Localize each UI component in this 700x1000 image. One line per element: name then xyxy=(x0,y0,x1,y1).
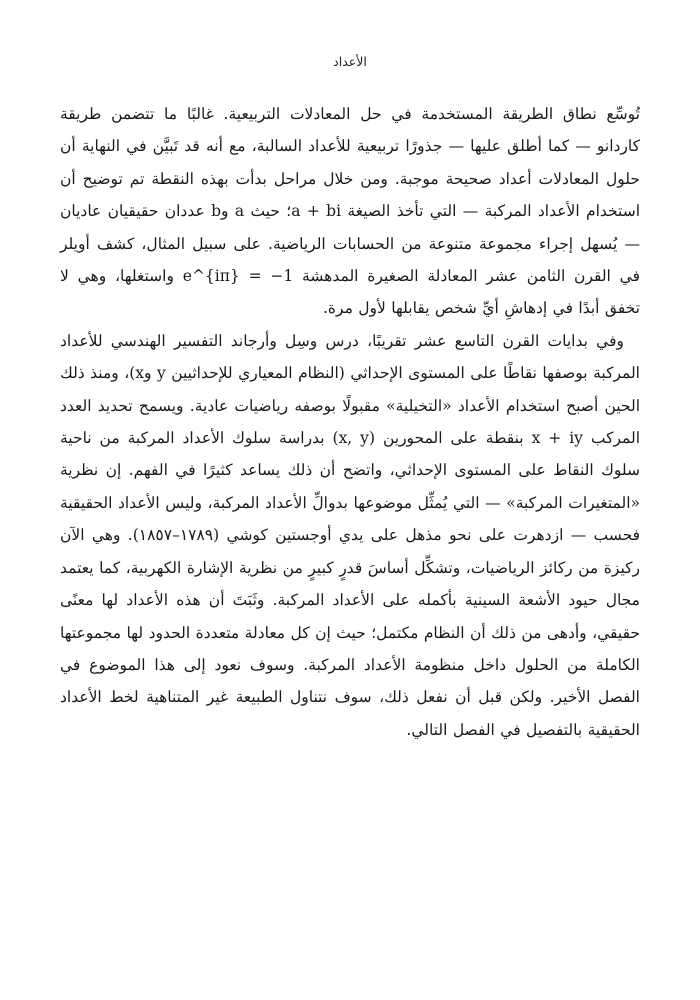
paragraph: تُوسِّع نطاق الطريقة المستخدمة في حل المعادلات التربيعية. غالبًا ما تتضمن طريقة كاردانو — كما أطلق عليها — جذورًا تربيعية للأعداد السالبة، مع أنه قد تَبيَّن في النهاية أن حلول المعادلات أعداد صحيحة موجبة. ومن خلال مراحل بدأت بهذه النقطة تم توضيح أن استخدام الأعداد المركبة — التي تأخذ الصيغة a + bi؛ حيث a وb عددان حقيقيان عاديان — يُسهل إجراء مجموعة متنوعة من الحسابات الرياضية. على سبيل المثال، كشف أويلر في القرن الثامن عشر المعادلة الصغيرة المدهشة e^{iπ} = −1 واستغلها، وهي لا تخفق أبدًا في إدهاشِ أيِّ شخص يقابلها لأول مرة. xyxy=(60,105,641,318)
page-body xyxy=(60,98,640,746)
running-head: الأعداد xyxy=(333,54,367,69)
paragraph: وفي بدايات القرن التاسع عشر تقريبًا، درس وسِل وأرجاند التفسير الهندسي للأعداد المركبة بوصفها نقاطًا على المستوى الإحداثي (النظام المعياري للإحداثيين y وx)، ومنذ ذلك الحين أصبح استخدام الأعداد «التخيلية» مقبولًا بوصفه رياضيات عادية. ويسمح تحديد العدد المركب x + iy بنقطة على المحورين (x, y) بدراسة سلوك الأعداد المركبة من ناحية سلوك النقاط على المستوى الإحداثي، واتضح أن ذلك يساعد كثيرًا في الفهم. إن نظرية «المتغيرات المركبة» — التي يُمثِّل موضوعها بدوالِّ الأعداد المركبة، وليس الأعداد الحقيقية فحسب — ازدهرت على نحو مذهل على يدي أوجستين كوشي (١٧٨٩–١٨٥٧). وهي الآن ركيزة من ركائز الرياضيات، وتشكِّل أساسَ قدرٍ كبيرٍ من نظرية الإشارة الكهربية، كما يعتمد مجال حيود الأشعة السينية بأكمله على الأعداد المركبة. وثَبَتَ أن هذه الأعداد لها معنًى حقيقي، وأدهى من ذلك أن النظام مكتمل؛ حيث إن كل معادلة متعددة الحدود لها مجموعتها الكاملة من الحلول داخل منظومة الأعداد المركبة. وسوف نعود إلى هذا الموضوع في الفصل الأخير. ولكن قبل أن نفعل ذلك، سوف نتناول الطبيعة غير المتناهية لخط الأعداد الحقيقية بالتفصيل في الفصل التالي. xyxy=(60,331,641,739)
